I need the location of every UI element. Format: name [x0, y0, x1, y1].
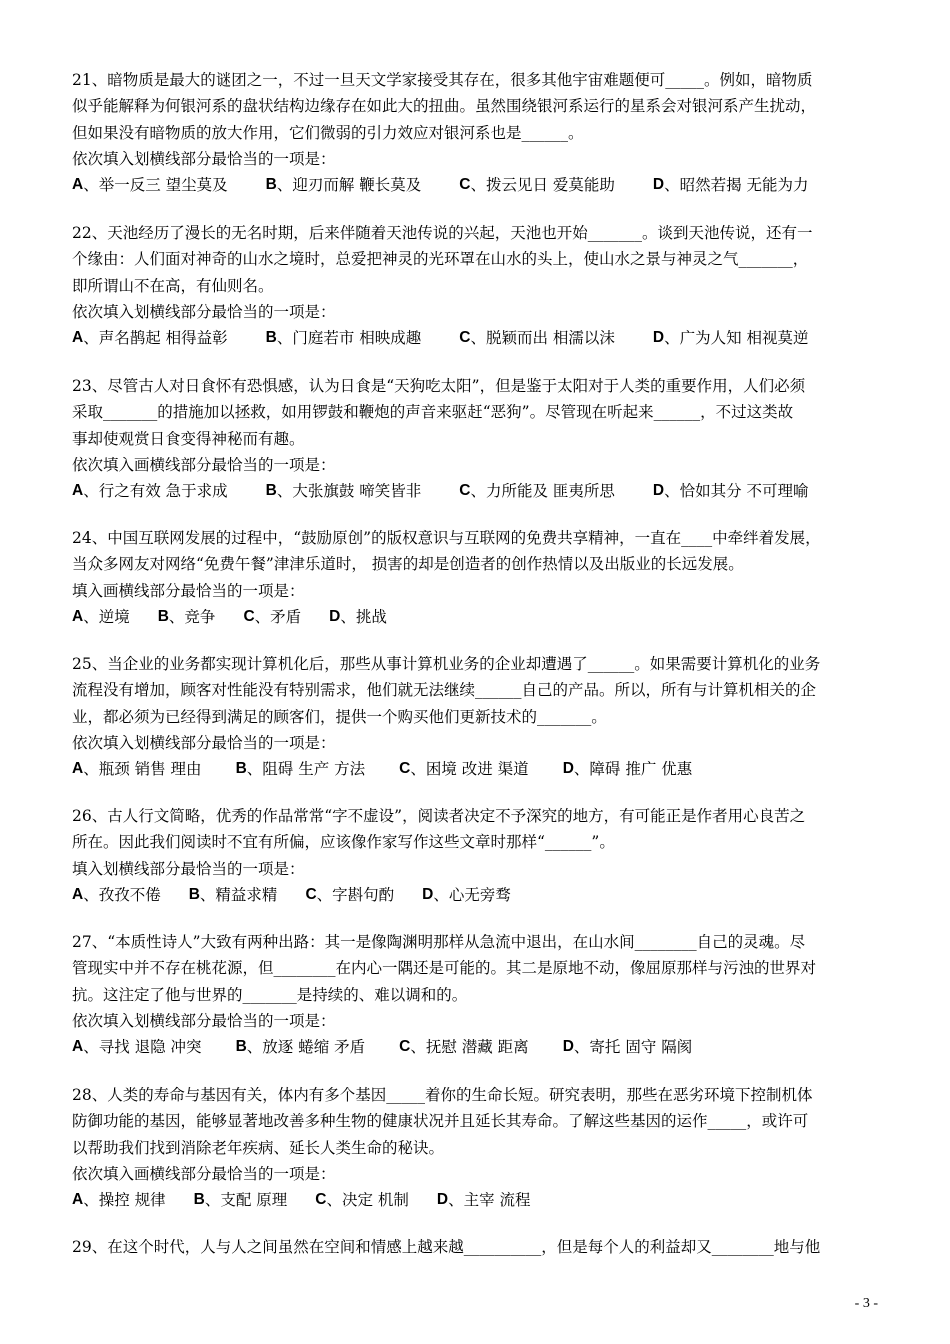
- option-a[interactable]: A 、孜孜不倦: [72, 885, 161, 904]
- question-28: [72, 1082, 892, 1213]
- question-line: 抗。这注定了他与世界的_______是持续的、难以调和的。: [72, 985, 468, 1004]
- question-prompt: 填入画横线部分最恰当的一项是：: [72, 581, 305, 600]
- option-d[interactable]: D 、广为人知 相视莫逆: [652, 329, 809, 348]
- question-line: 23、尽管古人对日食怀有恐惧感，认为日食是“天狗吃太阳”，但是鉴于太阳对于人类的重要作用，人们必须: [72, 377, 806, 395]
- question-line: 管现实中并不存在桃花源，但________在内心一隅还是可能的。其二是原地不动，像屈原那样与污浊的世界对: [72, 959, 817, 978]
- question-line: 29、在这个时代，人与人之间虽然在空间和情感上越来越__________，但是每个人的利益却又________地与他: [72, 1238, 821, 1256]
- question-24: [72, 525, 892, 630]
- option-c[interactable]: C 、拨云见日 爱莫能助: [459, 176, 615, 195]
- question-line: 但如果没有暗物质的放大作用，它们微弱的引力效应对银河系也是______。: [72, 123, 584, 142]
- question-25: [72, 651, 892, 782]
- option-d[interactable]: D 、心无旁骛: [422, 885, 511, 904]
- option-b[interactable]: B 、支配 原理: [193, 1191, 288, 1210]
- question-line: 事却使观赏日食变得神秘而有趣。: [72, 429, 305, 448]
- question-26: [72, 803, 892, 908]
- question-prompt: 依次填入画横线部分最恰当的一项是：: [72, 1164, 336, 1183]
- question-29: [72, 1234, 892, 1260]
- question-prompt: 依次填入划横线部分最恰当的一项是：: [72, 733, 336, 752]
- option-d[interactable]: D 、恰如其分 不可理喻: [652, 482, 809, 501]
- option-a[interactable]: A 、瓶颈 销售 理由: [72, 760, 202, 779]
- option-b[interactable]: B 、阻碍 生产 方法: [235, 760, 366, 779]
- question-prompt: 依次填入划横线部分最恰当的一项是：: [72, 1011, 336, 1030]
- option-b[interactable]: B 、门庭若市 相映成趣: [265, 329, 422, 348]
- options-row: [72, 882, 892, 908]
- options-row: [72, 756, 892, 782]
- option-b[interactable]: B 、竞争: [157, 607, 216, 626]
- option-c[interactable]: C 、字斟句酌: [305, 885, 395, 904]
- option-d[interactable]: D 、主宰 流程: [436, 1191, 531, 1210]
- option-c[interactable]: C 、矛盾: [243, 607, 302, 626]
- option-b[interactable]: B 、大张旗鼓 啼笑皆非: [265, 482, 422, 501]
- option-c[interactable]: C 、困境 改进 渠道: [399, 760, 529, 779]
- question-line: 22、天池经历了漫长的无名时期，后来伴随着天池传说的兴起，天池也开始_______。谈到天池传说，还有一: [72, 224, 813, 242]
- page-number: - 3 -: [854, 1296, 878, 1311]
- options-row: [72, 325, 892, 351]
- option-c[interactable]: C 、抚慰 潜藏 距离: [399, 1038, 529, 1057]
- question-line: 流程没有增加，顾客对性能没有特别需求，他们就无法继续______自己的产品。所以，所有与计算机相关的企: [72, 681, 817, 700]
- question-line: 26、古人行文简略，优秀的作品常常“字不虚设”，阅读者决定不予深究的地方，有可能正是作者用心良苦之: [72, 807, 806, 825]
- option-a[interactable]: A 、举一反三 望尘莫及: [72, 176, 228, 195]
- question-23: [72, 373, 892, 504]
- option-a[interactable]: A 、声名鹊起 相得益彰: [72, 329, 228, 348]
- question-27: [72, 929, 892, 1060]
- question-line: 个缘由：人们面对神奇的山水之境时，总爱把神灵的光环罩在山水的头上，使山水之景与神灵之气_______，: [72, 250, 809, 269]
- question-line: 25、当企业的业务都实现计算机化后，那些从事计算机业务的企业却遭遇了______。如果需要计算机化的业务: [72, 655, 821, 673]
- question-prompt: 依次填入划横线部分最恰当的一项是：: [72, 302, 336, 321]
- option-d[interactable]: D 、障碍 推广 优惠: [562, 760, 693, 779]
- question-line: 当众多网友对网络“免费午餐”津津乐道时， 损害的却是创造者的创作热情以及出版业的长远发展。: [72, 555, 744, 574]
- option-a[interactable]: A 、寻找 退隐 冲突: [72, 1038, 202, 1057]
- question-line: 24、中国互联网发展的过程中，“鼓励原创”的版权意识与互联网的免费共享精神，一直在____中牵绊着发展，: [72, 529, 821, 547]
- option-c[interactable]: C 、决定 机制: [315, 1191, 409, 1210]
- option-d[interactable]: D 、寄托 固守 隔阂: [562, 1038, 693, 1057]
- options-row: [72, 1187, 892, 1213]
- question-22: [72, 220, 892, 351]
- question-line: 业，都必须为已经得到满足的顾客们，提供一个购买他们更新技术的_______。: [72, 707, 607, 726]
- question-line: 即所谓山不在高，有仙则名。: [72, 276, 274, 295]
- option-c[interactable]: C 、力所能及 匪夷所思: [459, 482, 615, 501]
- option-b[interactable]: B 、精益求精: [188, 885, 278, 904]
- option-c[interactable]: C 、脱颖而出 相濡以沫: [459, 329, 615, 348]
- option-a[interactable]: A 、操控 规律: [72, 1191, 166, 1210]
- question-21: [72, 67, 892, 198]
- question-line: 采取_______的措施加以拯救，如用锣鼓和鞭炮的声音来驱赶“恶狗”。尽管现在听起来______，不过这类故: [72, 403, 794, 422]
- options-row: [72, 172, 892, 198]
- option-a[interactable]: A 、逆境: [72, 607, 130, 626]
- option-b[interactable]: B 、放逐 蜷缩 矛盾: [235, 1038, 366, 1057]
- options-row: [72, 1034, 892, 1060]
- question-line: 27、“本质性诗人”大致有两种出路：其一是像陶渊明那样从急流中退出，在山水间________自己的灵魂。尽: [72, 933, 806, 951]
- options-row: [72, 478, 892, 504]
- option-d[interactable]: D 、挑战: [329, 607, 387, 626]
- question-prompt: 填入划横线部分最恰当的一项是：: [72, 859, 305, 878]
- question-line: 所在。因此我们阅读时不宜有所偏，应该像作家写作这些文章时那样“______”。: [72, 833, 615, 852]
- question-line: 21、暗物质是最大的谜团之一，不过一旦天文学家接受其存在，很多其他宇宙难题便可_____。例如，暗物质: [72, 71, 813, 89]
- question-line: 以帮助我们找到消除老年疾病、延长人类生命的秘诀。: [72, 1138, 445, 1157]
- option-d[interactable]: D 、昭然若揭 无能为力: [652, 176, 809, 195]
- options-row: [72, 604, 892, 630]
- question-line: 防御功能的基因，能够显著地改善多种生物的健康状况并且延长其寿命。了解这些基因的运作_____，或许可: [72, 1112, 809, 1131]
- option-a[interactable]: A 、行之有效 急于求成: [72, 482, 228, 501]
- question-line: 似乎能解释为何银河系的盘状结构边缘存在如此大的扭曲。虽然围绕银河系运行的星系会对银河系产生扰动，: [72, 97, 817, 116]
- option-b[interactable]: B 、迎刃而解 鞭长莫及: [265, 176, 422, 195]
- question-prompt: 依次填入画横线部分最恰当的一项是：: [72, 455, 336, 474]
- question-line: 28、人类的寿命与基因有关，体内有多个基因_____着你的生命长短。研究表明，那些在恶劣环境下控制机体: [72, 1086, 813, 1104]
- question-prompt: 依次填入划横线部分最恰当的一项是：: [72, 149, 336, 168]
